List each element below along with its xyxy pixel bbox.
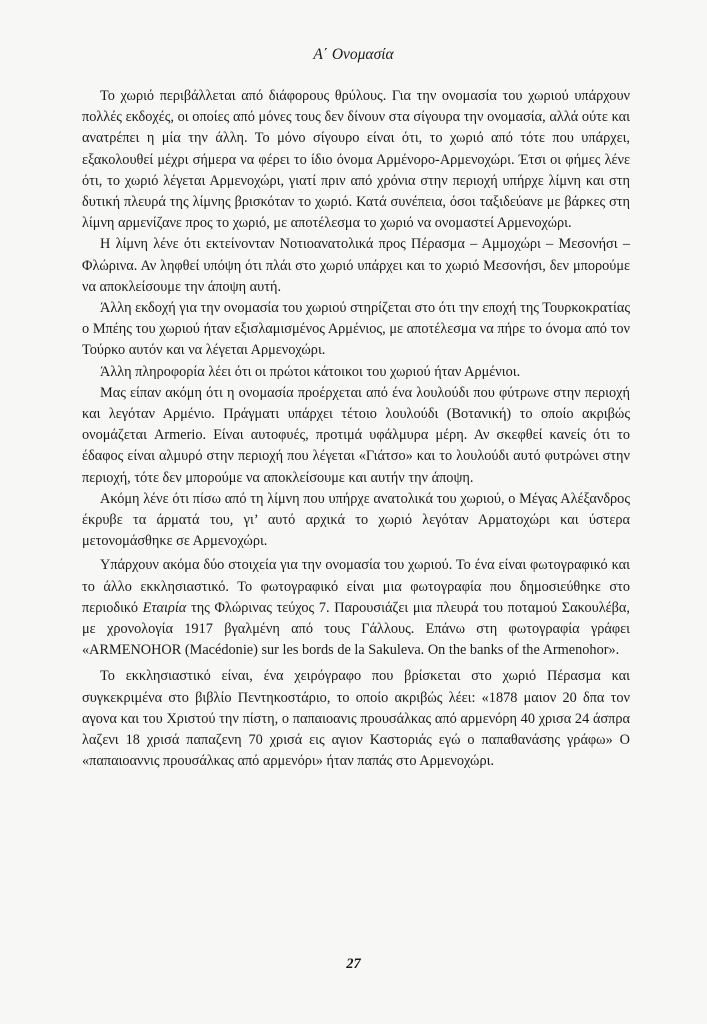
paragraph-alexander: Ακόμη λένε ότι πίσω από τη λίμνη που υπήρχε ανατολικά του χωριού, ο Μέγας Αλέξανδρος έκρυβε τα άρματά του, γι’ αυτό αρχικά το χωριό λεγόταν Αρματοχώρι και ύστερα μετονομάσθηκε σε Αρμενοχώρι.: [82, 490, 630, 550]
paragraph-photograph: [82, 555, 630, 661]
paragraph-flower: Μας είπαν ακόμη ότι η ονομασία προέρχεται από ένα λουλούδι που φύτρωνε στην περιοχή και λεγόταν Αρμένιο. Πράγματι υπάρχει τέτοιο λουλούδι (Βοτανική) το οποίο ακριβώς ονομάζεται Armerio. Είναι αυτοφυές, προτιμά υφάλμυρα μέρη. Αν σκεφθεί κανείς ότι το έδαφος είναι αλμυρό στην περιοχή που λέγεται «Γιάτσο» και το λουλούδι αυτό φυτρώνει στην περιοχή, τότε δεν μπορούμε να αποκλείσουμε και αυτήν την άποψη.: [82, 384, 630, 486]
body-text: [82, 86, 630, 773]
journal-title: Εταιρία: [142, 599, 187, 616]
paragraph-name-legends: Το χωριό περιβάλλεται από διάφορους θρύλους. Για την ονομασία του χωριού υπάρχουν πολλές εκδοχές, οι οποίες από μόνες τους δεν δίνουν στα σίγουρα την ονομασία, αλλά ούτε και ανατρέπει η μία την άλλη. Το μόνο σίγουρο είναι ότι, το χωριό από τότε που υπάρχει, εξακολουθεί μέχρι σήμερα να φέρει το ίδιο όνομα Αρμένορο-Αρμενοχώρι. Έτσι οι φήμες λένε ότι, το χωριό λέγεται Αρμενοχώρι, γιατί πριν από χρόνια στην περιοχή υπήρχε λίμνη και στη δυτική πλευρά της λίμνης βρισκόταν το χωριό. Κατά συνέπεια, όσοι ταξιδεύανε με βάρκες στη λίμνη αρμενίζανε προς το χωριό, με αποτέλεσμα το χωριό να ονομαστεί Αρμενοχώρι.: [82, 88, 630, 232]
page-number: 27: [346, 956, 361, 972]
paragraph-turkish-bey: Άλλη εκδοχή για την ονομασία του χωριού στηρίζεται στο ότι την εποχή της Τουρκοκρατίας ο Μπέης του χωριού ήταν εξισλαμισμένος Αρμένιος, με αποτέλεσμα να πήρε το όνομα από τον Τούρκο αυτόν και να λέγεται Αρμενοχώρι.: [82, 300, 631, 359]
paragraph-church-manuscript: Το εκκλησιαστικό είναι, ένα χειρόγραφο που βρίσκεται στο χωριό Πέρασμα και συγκεκριμένα στο βιβλίο Πεντηκοστάριο, το οποίο ακριβώς λέει: «1878 μαιον 20 δπα τον αγονα και του Χριστού την πίστη, ο παπαιοανις προυσάλκας από αρμενόρη 40 χρισα 24 άσπρα λαζενι 18 χρισά παπαζενη 70 χρισά εις αγιον Καστοριάς εγώ ο παπαθανάσης γράφω» Ο «παπαιοαννις προυσάλκας από αρμενόρι» ήταν παπάς στο Αρμενοχώρι.: [82, 668, 630, 770]
paragraph-first-inhabitants: Άλλη πληροφορία λέει ότι οι πρώτοι κάτοικοι του χωριού ήταν Αρμένιοι.: [100, 363, 521, 380]
photo-text-after: της Φλώρινας τεύχος 7. Παρουσιάζει μια πλευρά του ποταμού Σακουλέβα, με χρονολογία 1917 βγαλμένη από τους Γάλλους. Επάνω στη φωτογραφία γράφει «ARMENOHOR (Macédonie) sur les bords de la Sakuleva. On the banks of the Armenohor».: [82, 599, 630, 659]
photo-text-before: Υπάρχουν ακόμα δύο στοιχεία για την ονομασία του χωριού. Το ένα είναι φωτογραφικό και το άλλο εκκλησιαστικό. Το φωτογραφικό είναι μια φωτογραφία που δημοσιεύθηκε στο περιοδικό: [82, 557, 630, 616]
chapter-header: Α΄ Ονομασία: [313, 46, 394, 63]
paragraph-lake: Η λίμνη λένε ότι εκτείνονταν Νοτιοανατολικά προς Πέρασμα – Αμμοχώρι – Μεσονήσι – Φλώρινα. Αν ληφθεί υπόψη ότι πλάι στο χωριό υπάρχει και το χωριό Μεσονήσι, δεν μπορούμε να αποκλείσουμε την άποψη αυτή.: [82, 236, 630, 295]
